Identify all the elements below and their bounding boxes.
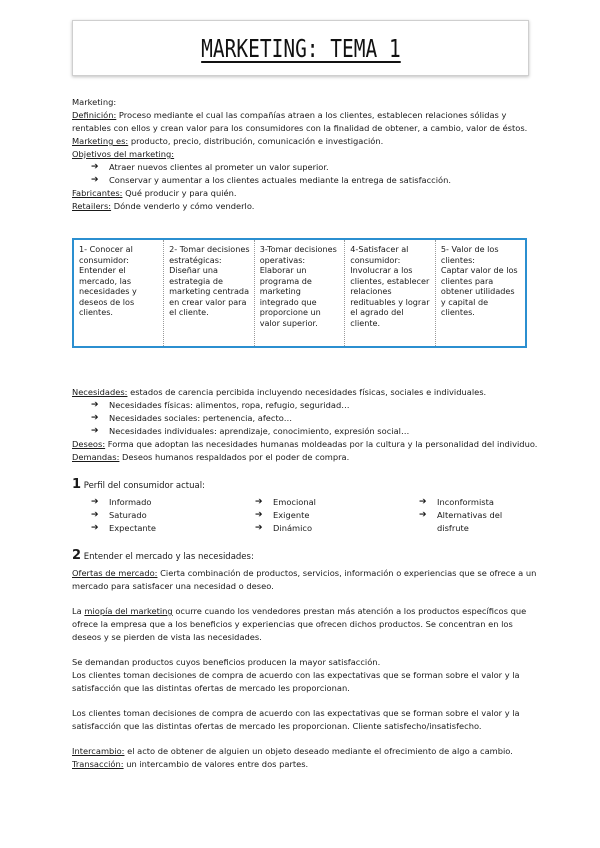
retailers-line [72,201,254,212]
necesidades-text: estados de carencia percibida incluyendo necesidades físicas, sociales e individuales. [127,387,487,397]
section1-number: 1 [72,477,82,492]
objetivo-item: Atraer nuevos clientes al prometer un valor superior. [109,162,329,172]
paragraph3-line1: Se demandan productos cuyos beneficios producen la mayor satisfacción. [72,657,381,667]
title-box [72,20,529,76]
necesidades-label: Necesidades: [72,387,128,397]
arrow-icon: ➔ [255,523,263,533]
step-cell: 3-Tomar decisiones operativas: Elaborar un programa de marketing integrado que proporcione un valor superior. [254,239,345,347]
necesidad-item: Necesidades individuales: aprendizaje, conocimiento, expresión social… [109,426,410,436]
deseos-label: Deseos: [72,439,106,449]
section2-title: Entender el mercado y las necesidades: [81,552,254,562]
intercambio-text: el acto de obtener de alguien un objeto deseado mediante el ofrecimiento de algo a cambio. [124,746,513,756]
intercambio-label: Intercambio: [72,746,125,756]
objetivo-item: Conservar y aumentar a los clientes actuales mediante la entrega de satisfacción. [109,175,452,185]
perfil-item: disfrute [437,523,469,533]
step-cell: 4-Satisfacer al consumidor: Involucrar a los clientes, establecer relaciones redituables y lograr el agrado del cliente. [345,239,436,347]
paragraph4-line2: satisfacción que las distintas ofertas de mercado les proporcionan. Cliente satisfecho/insatisfecho. [72,721,482,731]
arrow-icon: ➔ [91,162,99,172]
fabricantes-label: Fabricantes: [72,188,123,198]
arrow-icon: ➔ [255,497,263,507]
miopia-line1 [72,606,526,617]
arrow-icon: ➔ [91,497,99,507]
ofertas-line1 [72,568,536,579]
arrow-icon: ➔ [419,497,427,507]
fabricantes-text: Qué producir y para quién. [122,188,237,198]
marketing-es-text: producto, precio, distribución, comunicación e investigación. [128,136,384,146]
arrow-icon: ➔ [91,175,99,185]
definicion-label: Definición: [72,110,117,120]
transaccion-label: Transacción: [72,759,124,769]
demandas-line [72,452,349,463]
paragraph3-line3: satisfacción que las distintas ofertas de mercado les proporcionan. [72,683,350,693]
fabricantes-line [72,188,237,199]
ofertas-text: Cierta combinación de productos, servicios, información o experiencias que se ofrece a un [157,568,537,578]
page-title: MARKETING: TEMA 1 [200,33,401,63]
perfil-item: Emocional [273,497,316,507]
demandas-text: Deseos humanos respaldados por el poder de compra. [119,452,350,462]
step-cell: 1- Conocer al consumidor: Entender el mercado, las necesidades y deseos de los clientes. [73,239,164,347]
perfil-item: Informado [109,497,152,507]
retailers-label: Retailers: [72,201,112,211]
necesidad-item: Necesidades sociales: pertenencia, afecto… [109,413,293,423]
section1-title: Perfil del consumidor actual: [81,481,205,491]
deseos-text: Forma que adoptan las necesidades humanas moldeadas por la cultura y la personalidad del individuo. [105,439,538,449]
miopia-line3: deseos y se pierden de vista las necesidades. [72,632,262,642]
arrow-icon: ➔ [91,400,99,410]
miopia-line2: ofrece la empresa que a los beneficios y experiencias que ofrecen dichos productos. Se concentran en los [72,619,513,629]
marketing-heading: Marketing: [72,97,117,107]
arrow-icon: ➔ [419,510,427,520]
retailers-text: Dónde venderlo y cómo venderlo. [111,201,255,211]
arrow-icon: ➔ [91,523,99,533]
section1-heading [72,478,205,493]
necesidades-line [72,387,486,398]
paragraph4-line1: Los clientes toman decisiones de compra de acuerdo con las expectativas que se forman sobre el valor y la [72,708,520,718]
ofertas-label: Ofertas de mercado: [72,568,158,578]
arrow-icon: ➔ [91,510,99,520]
miopia-label: miopía del marketing [84,606,173,616]
perfil-item: Inconformista [437,497,494,507]
section2-heading [72,549,254,564]
arrow-icon: ➔ [91,426,99,436]
table-row [73,239,526,347]
step-cell: 2- Tomar decisiones estratégicas: Diseñar una estrategia de marketing centrada en crear valor para el cliente. [164,239,255,347]
necesidad-item: Necesidades físicas: alimentos, ropa, refugio, seguridad… [109,400,350,410]
transaccion-text: un intercambio de valores entre dos partes. [123,759,309,769]
definicion-line2: rentables con ellos y crean valor para los consumidores con la finalidad de obtener, a cambio, valor de éstos. [72,123,528,133]
demandas-label: Demandas: [72,452,120,462]
section2-number: 2 [72,548,82,563]
step-cell: 5- Valor de los clientes: Captar valor de los clientes para obtener utilidades y capital de clientes. [435,239,526,347]
definicion-text: Proceso mediante el cual las compañías atraen a los clientes, establecen relaciones sólidas y [116,110,507,120]
perfil-item: Expectante [109,523,157,533]
arrow-icon: ➔ [91,413,99,423]
miopia-text: ocurre cuando los vendedores prestan más atención a los productos específicos que [172,606,527,616]
marketing-es-line [72,136,383,147]
perfil-item: Dinámico [273,523,313,533]
perfil-item: Exigente [273,510,310,520]
ofertas-line2: mercado para satisfacer una necesidad o deseo. [72,581,274,591]
paragraph3-line2: Los clientes toman decisiones de compra de acuerdo con las expectativas que se forman sobre el valor y la [72,670,520,680]
objetivos-label [72,149,174,160]
perfil-item: Alternativas del [437,510,503,520]
marketing-steps-table [72,238,527,348]
miopia-pre: La [72,606,85,616]
arrow-icon: ➔ [255,510,263,520]
marketing-es-label: Marketing es: [72,136,129,146]
transaccion-line [72,759,308,770]
deseos-line [72,439,537,450]
objetivos-label-text: Objetivos del marketing: [72,149,175,159]
intercambio-line [72,746,513,757]
perfil-item: Saturado [109,510,147,520]
definicion-line1 [72,110,506,121]
